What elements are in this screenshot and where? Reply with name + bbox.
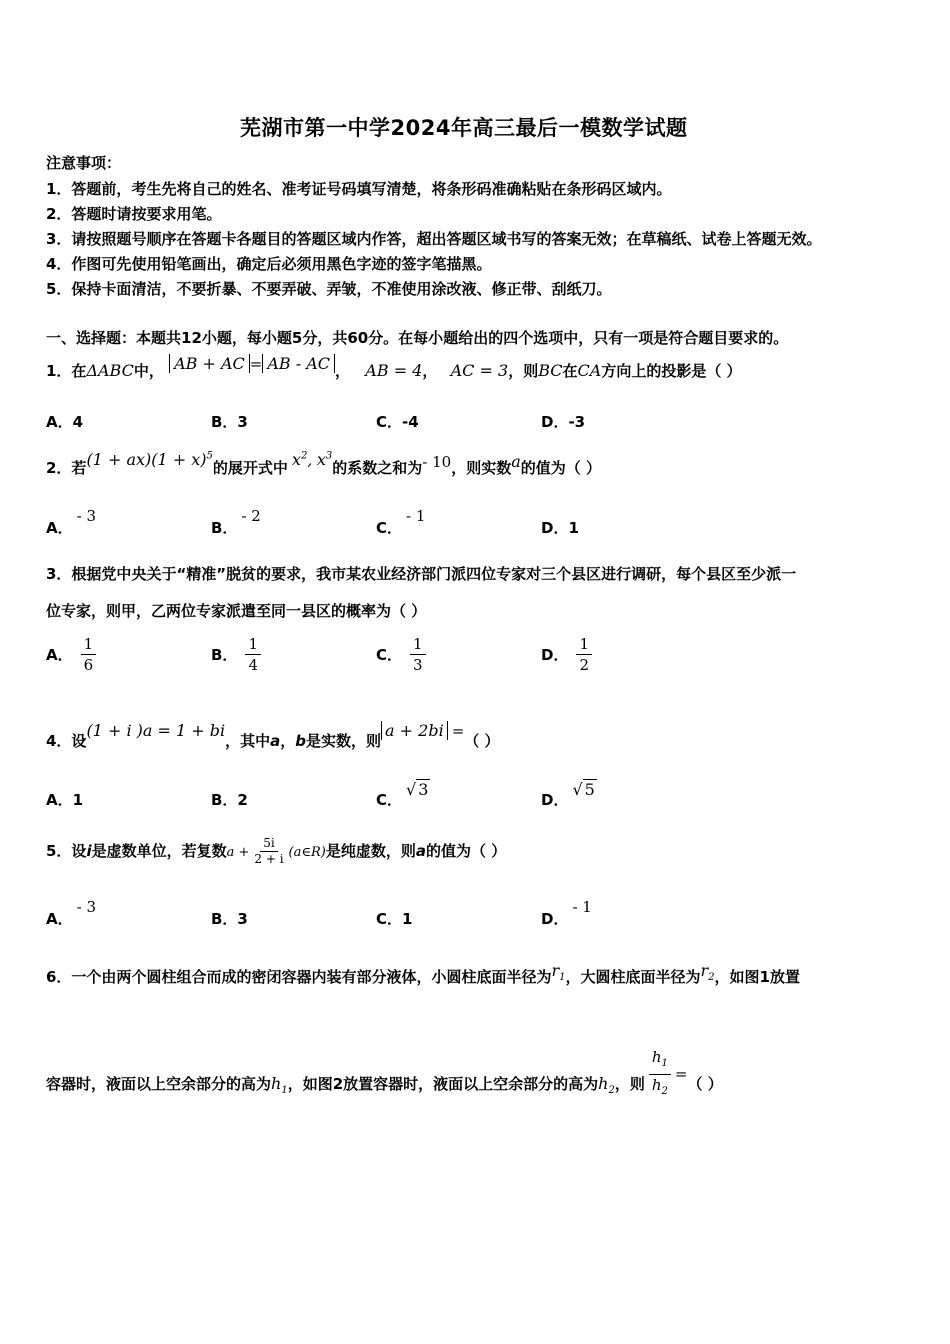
q4-option-a: A．1: [46, 791, 84, 809]
question-1: [46, 354, 742, 381]
question-5: [46, 836, 506, 867]
q3-option-d: D． $\frac{1}{2}$: [541, 634, 592, 675]
q1-option-c: C．-4: [376, 413, 419, 431]
q4-var-b: b: [295, 732, 307, 750]
q4-abs: a + 2bi: [381, 721, 448, 740]
question-6-line-1: [46, 961, 800, 989]
q6-text: ，则: [614, 1075, 645, 1093]
q2-variable-a: a: [511, 452, 521, 471]
q2-text: 的值为（ ）: [520, 459, 602, 477]
question-3-line-1: 3．根据党中央关于“精准”脱贫的要求，我市某农业经济部门派四位专家对三个县区进行调研，每个县区至少派一: [46, 565, 797, 583]
note-item: 5．保持卡面清洁，不要折暴、不要弄破、弄皱，不准使用涂改液、修正带、刮纸刀。: [46, 280, 612, 298]
q6-h1: $h_1$: [271, 1074, 288, 1097]
q6-ratio: $\frac{h_1}{h_2}$: [649, 1047, 671, 1102]
q5-option-c: C．1: [376, 910, 413, 928]
q4-text: 是实数，则: [306, 732, 382, 750]
note-item: 4．作图可先使用铅笔画出，确定后必须用黑色字迹的签字笔描黑。: [46, 255, 492, 273]
q2-option-b: B．- 2: [211, 507, 261, 537]
q5-text: 是纯虚数，则: [325, 842, 416, 860]
q4-text: ，: [280, 732, 296, 750]
q1-text: 方向上的投影是（ ）: [601, 362, 742, 380]
q6-text: （ ）: [687, 1075, 723, 1093]
q1-text: ，则: [508, 362, 539, 380]
q1-abs-diff: AB - AC: [262, 354, 335, 373]
q1-option-a: A．4: [46, 413, 84, 431]
q2-option-d: D．1: [541, 519, 579, 537]
q1-text: 在: [562, 362, 578, 380]
q1-option-d: D．-3: [541, 413, 586, 431]
q6-text: ，如图1放置: [714, 968, 800, 986]
q2-option-a: A．- 3: [46, 507, 96, 537]
q6-text: 容器时，液面以上空余部分的高为: [46, 1075, 272, 1093]
q5-condition: (a∈R): [288, 845, 326, 860]
q1-text: ，: [335, 362, 351, 380]
q5-fraction: $\frac{5i}{2 + i}$: [254, 836, 284, 866]
q5-option-d: D．- 1: [541, 898, 592, 928]
q1-triangle: ΔABC: [86, 361, 134, 380]
q4-equals: =: [451, 722, 465, 740]
notes-heading: 注意事项：: [46, 154, 122, 172]
page-title: 芜湖市第一中学2024年高三最后一模数学试题: [240, 116, 688, 140]
q2-text: ，则实数: [451, 459, 512, 477]
q1-abs-sum: AB + AC: [169, 354, 250, 373]
q6-r1: $r_1$: [551, 961, 566, 984]
q6-text: ，大圆柱底面半径为: [565, 968, 701, 986]
q5-text: 是虚数单位，若复数: [91, 842, 227, 860]
q5-var-a: a: [415, 842, 426, 860]
q3-option-a: A． $\frac{1}{6}$: [46, 634, 96, 675]
q1-equals: =: [249, 355, 263, 373]
q1-ab: AB = 4: [365, 361, 423, 380]
q2-option-c: C．- 1: [376, 507, 426, 537]
note-item: 3．请按照题号顺序在答题卡各题目的答题区域内作答，超出答题区域书写的答案无效；在草稿纸、试卷上答题无效。: [46, 230, 822, 248]
q1-ac: AC = 3: [450, 361, 509, 380]
q1-text: ，: [422, 362, 438, 380]
q6-text: 6．一个由两个圆柱组合而成的密闭容器内装有部分液体，小圆柱底面半径为: [46, 968, 552, 986]
q1-bc: BC: [538, 361, 563, 380]
q1-number: 1．在: [46, 362, 87, 380]
q6-text: ，如图2放置容器时，液面以上空余部分的高为: [287, 1075, 599, 1093]
q3-option-b: B． $\frac{1}{4}$: [211, 634, 261, 675]
q4-option-d: D．√ 5: [541, 780, 595, 809]
q2-expression: $(1 + ax)(1 + x)^5$: [86, 450, 213, 469]
q1-ca: CA: [577, 361, 602, 380]
q4-var-a: a: [270, 732, 281, 750]
question-6-line-2: [46, 1048, 723, 1112]
question-2: [46, 450, 602, 478]
section-heading: 一、选择题：本题共12小题，每小题5分，共60分。在每小题给出的四个选项中，只有一项是符合题目要求的。: [46, 329, 789, 347]
q2-number: 2．若: [46, 459, 87, 477]
q2-text: 的系数之和为: [332, 459, 423, 477]
q4-expression: (1 + i )a = 1 + bi: [86, 721, 226, 740]
q6-equals: =: [674, 1065, 688, 1083]
q3-option-c: C． $\frac{1}{3}$: [376, 634, 426, 675]
q1-option-b: B．3: [211, 413, 248, 431]
note-item: 2．答题时请按要求用笔。: [46, 205, 222, 223]
q5-option-b: B．3: [211, 910, 248, 928]
q4-number: 4．设: [46, 732, 87, 750]
question-3-line-2: 位专家，则甲，乙两位专家派遣至同一县区的概率为（ ）: [46, 602, 427, 620]
note-item: 1．答题前，考生先将自己的姓名、准考证号码填写清楚，将条形码准确粘贴在条形码区域内。: [46, 180, 672, 198]
q5-option-a: A．- 3: [46, 898, 96, 928]
q4-option-c: C．√ 3: [376, 780, 429, 809]
q4-text: ，其中: [225, 732, 271, 750]
q6-r2: $r_2$: [700, 961, 715, 984]
q2-powers: $x^2$, $x^3$: [291, 450, 333, 469]
q2-text: 的展开式中: [212, 459, 288, 477]
q4-text: （ ）: [464, 732, 500, 750]
q2-value: - 10: [422, 453, 452, 471]
q6-h2: $h_2$: [598, 1074, 615, 1097]
q5-a-plus: a +: [226, 845, 250, 860]
question-4: [46, 721, 500, 751]
q5-var-i: i: [86, 842, 92, 860]
q5-number: 5．设: [46, 842, 87, 860]
q4-option-b: B．2: [211, 791, 248, 809]
q5-text: 的值为（ ）: [426, 842, 507, 860]
q1-text: 中，: [133, 362, 164, 380]
